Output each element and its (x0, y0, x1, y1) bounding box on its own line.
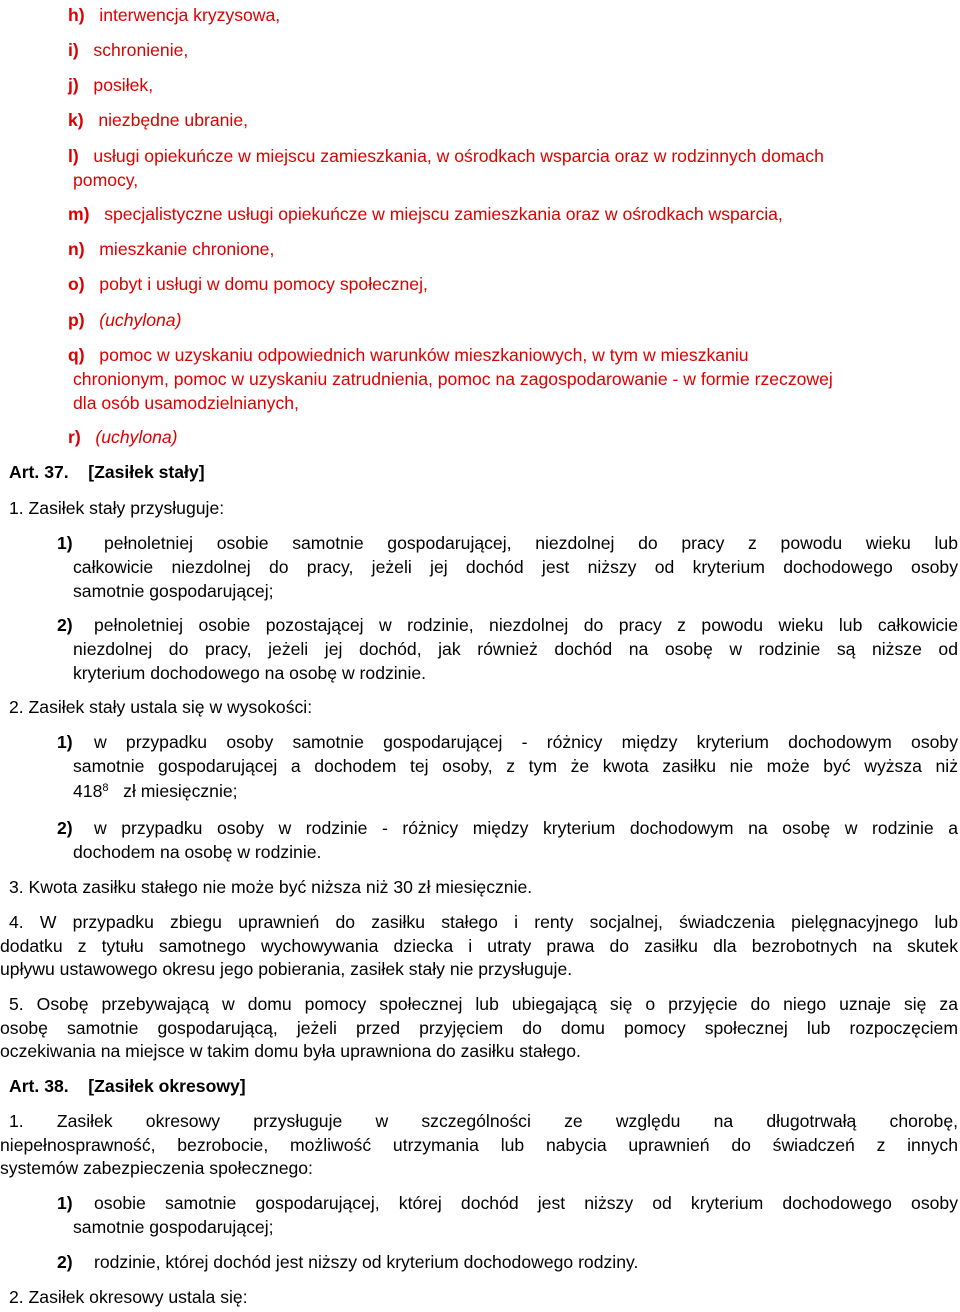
art37-para-5-line3: oczekiwania na miejsce w takim domu była uprawniona do zasiłku stałego. (0, 1041, 581, 1061)
art37-p1-item-1-line2: całkowicie niezdolnej do pracy, jeżeli jej dochód jest niższy od kryterium dochodowego osoby (73, 557, 958, 577)
item-text: specjalistyczne usługi opiekuńcze w miejscu zamieszkania oraz w ośrodkach wsparcia, (104, 204, 783, 224)
list-item-p (68, 309, 181, 331)
item-label: o) (68, 274, 85, 294)
item-label: r) (68, 427, 81, 447)
list-item-k (68, 109, 248, 131)
art37-p2-item-1-line1: w przypadku osoby samotnie gospodarującej - różnicy między kryterium dochodowym osoby (94, 732, 958, 752)
art38-para-2: 2. Zasiłek okresowy ustala się: (9, 1287, 248, 1307)
art37-para-4-line2: dodatku z tytułu samotnego wychowywania dziecka i utraty prawa do zasiłku dla bezrobotnych na skutek (0, 936, 958, 956)
art38-p1-item-2-line1: rodzinie, której dochód jest niższy od kryterium dochodowego rodziny. (94, 1252, 639, 1272)
list-item-m (68, 203, 783, 225)
art38-para-1-line2: niepełnosprawność, bezrobocie, możliwość utrzymania lub nabycia uprawnień do świadczeń z innych (0, 1135, 958, 1155)
item-text: schronienie, (93, 40, 189, 60)
art37-p1-item-1-label: 1) (57, 533, 73, 553)
art37-p1-item-1-line1: pełnoletniej osobie samotnie gospodarującej, niezdolnej do pracy z powodu wieku lub (104, 533, 958, 553)
art38-p1-item-1-line2: samotnie gospodarującej; (73, 1217, 274, 1237)
item-text: pomoc w uzyskaniu odpowiednich warunków mieszkaniowych, w tym w mieszkaniu (99, 345, 749, 365)
article-number: Art. 37. (9, 462, 69, 482)
item-text: (uchylona) (99, 310, 182, 330)
item-text: posiłek, (93, 75, 154, 95)
article-title: [Zasiłek okresowy] (88, 1076, 246, 1096)
footnote-marker: 8 (102, 782, 109, 794)
art37-p1-item-2-line3: kryterium dochodowego na osobę w rodzinie. (73, 663, 427, 683)
list-item-r (68, 426, 178, 448)
list-item-j (68, 74, 153, 96)
art37-p1-item-2-line1: pełnoletniej osobie pozostającej w rodzinie, niezdolnej do pracy z powodu wieku lub całkowicie (94, 615, 958, 635)
art37-p2-item-1-label: 1) (57, 732, 73, 752)
item-label: l) (68, 146, 79, 166)
art37-p2-item-1-line3 (73, 780, 238, 805)
item-text: interwencja kryzysowa, (99, 5, 281, 25)
art37-p1-item-1-line3: samotnie gospodarującej; (73, 581, 274, 601)
art38-p1-item-2-label: 2) (57, 1252, 73, 1272)
art37-p1-item-2-label: 2) (57, 615, 73, 635)
item-text: (uchylona) (95, 427, 178, 447)
art37-para-1: 1. Zasiłek stały przysługuje: (9, 498, 225, 518)
art37-para-5-line1: 5. Osobę przebywającą w domu pomocy społecznej lub ubiegającą się o przyjęcie do niego uznaje się za (9, 994, 958, 1014)
art37-para-3: 3. Kwota zasiłku stałego nie może być niższa niż 30 zł miesięcznie. (9, 877, 533, 897)
art37-p2-item-2-line2: dochodem na osobę w rodzinie. (73, 842, 322, 862)
list-item-h (68, 4, 280, 26)
art37-p2-item-1-line2: samotnie gospodarującej a dochodem tej osoby, z tym że kwota zasiłku nie może być wyższa niż (73, 756, 958, 776)
item-text: niezbędne ubranie, (98, 110, 248, 130)
item-text: pobyt i usługi w domu pomocy społecznej, (99, 274, 428, 294)
item-label: j) (68, 75, 79, 95)
list-item-q-cont2: dla osób usamodzielnianych, (73, 393, 299, 413)
amount-value: 418 (73, 781, 103, 801)
art37-p2-item-2-line1: w przypadku osoby w rodzinie - różnicy między kryterium dochodowym na osobę w rodzinie a (94, 818, 958, 838)
art38-p1-item-1-line1: osobie samotnie gospodarującej, której dochód jest niższy od kryterium dochodowego osoby (94, 1193, 958, 1213)
item-label: i) (68, 40, 79, 60)
article-number: Art. 38. (9, 1076, 69, 1096)
item-text: mieszkanie chronione, (99, 239, 275, 259)
list-item-i (68, 39, 188, 61)
art37-p2-item-2-label: 2) (57, 818, 73, 838)
item-label: k) (68, 110, 84, 130)
list-item-q-cont1: chronionym, pomoc w uzyskaniu zatrudnienia, pomoc na zagospodarowanie - w formie rzeczowej (73, 369, 833, 389)
item-label: p) (68, 310, 85, 330)
art37-para-2: 2. Zasiłek stały ustala się w wysokości: (9, 697, 313, 717)
article-38-heading (9, 1075, 246, 1097)
amount-unit: zł miesięcznie; (123, 781, 238, 801)
art37-para-5-line2: osobę samotnie gospodarującą, jeżeli przed przyjęciem do domu pomocy społecznej lub rozpoczęciem (0, 1018, 958, 1038)
list-item-q (68, 344, 749, 366)
item-text: usługi opiekuńcze w miejscu zamieszkania, w ośrodkach wsparcia oraz w rodzinnych domach (93, 146, 824, 166)
art38-para-1-line3: systemów zabezpieczenia społecznego: (0, 1158, 313, 1178)
article-37-heading (9, 461, 205, 483)
item-label: m) (68, 204, 90, 224)
art38-p1-item-1-label: 1) (57, 1193, 73, 1213)
item-label: q) (68, 345, 85, 365)
article-title: [Zasiłek stały] (88, 462, 205, 482)
item-label: n) (68, 239, 85, 259)
art37-p1-item-2-line2: niezdolnej do pracy, jeżeli jej dochód, jak również dochód na osobę w rodzinie są niższe od (73, 639, 958, 659)
list-item-l (68, 145, 824, 167)
art37-para-4-line3: upływu ustawowego okresu jego pobierania, zasiłek stały nie przysługuje. (0, 959, 573, 979)
list-item-n (68, 238, 274, 260)
art37-para-4-line1: 4. W przypadku zbiegu uprawnień do zasiłku stałego i renty socjalnej, świadczenia pielęgnacyjnego lub (9, 912, 958, 932)
art38-para-1-line1: 1. Zasiłek okresowy przysługuje w szczególności ze względu na długotrwałą chorobę, (9, 1111, 958, 1131)
list-item-l-cont: pomocy, (73, 170, 139, 190)
list-item-o (68, 273, 428, 295)
item-label: h) (68, 5, 85, 25)
